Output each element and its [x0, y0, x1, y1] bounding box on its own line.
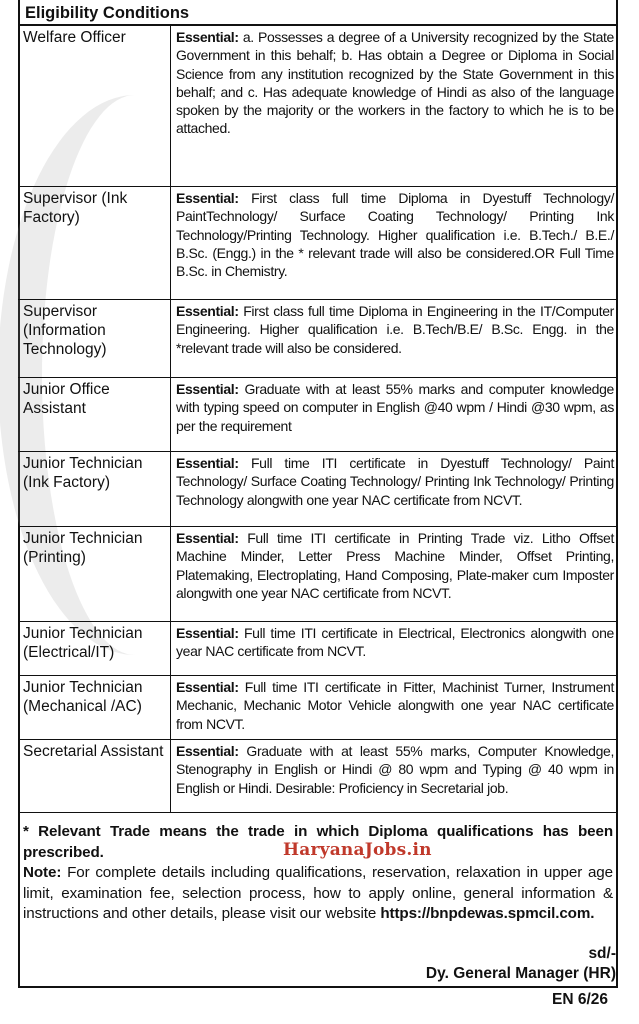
- requirement: [171, 452, 619, 527]
- requirement-text: Graduate with at least 55% marks, Computer Knowledge, Stenography in English or Hindi @ 80 wpm and Typing @ 40 wpm in English or Hindi. Desirable: Proficiency in Secretarial job.: [176, 743, 614, 796]
- post-name: Welfare Officer: [18, 26, 171, 187]
- post-name: Secretarial Assistant: [18, 740, 171, 813]
- requirement: [171, 378, 619, 452]
- table-row: [18, 622, 618, 676]
- general-note: [23, 863, 613, 925]
- section-title: Eligibility Conditions: [18, 0, 618, 26]
- post-name: Junior Technician (Mechanical /AC): [18, 676, 171, 740]
- post-name: Junior Office Assistant: [18, 378, 171, 452]
- signature-block: [18, 944, 616, 984]
- table-row: [18, 300, 618, 378]
- essential-label: Essential:: [176, 455, 239, 471]
- requirement-text: Graduate with at least 55% marks and computer knowledge with typing speed on computer in English @40 wpm / Hindi @30 wpm, as per the requirement: [176, 381, 614, 434]
- essential-label: Essential:: [176, 381, 239, 397]
- table-row: [18, 452, 618, 527]
- essential-label: Essential:: [176, 530, 239, 546]
- essential-label: Essential:: [176, 29, 239, 45]
- requirement-text: Full time ITI certificate in Dyestuff Technology/ Paint Technology/ Surface Coating Technology/ Printing Ink Technology/ Printing Technology alongwith one year NAC certificate from NCVT.: [176, 455, 614, 508]
- requirement: [171, 26, 619, 187]
- post-name: Supervisor (Information Technology): [18, 300, 171, 378]
- essential-label: Essential:: [176, 303, 239, 319]
- advertisement-page: [18, 0, 622, 1024]
- advertisement-code: EN 6/26: [551, 991, 608, 1008]
- requirement: [171, 676, 619, 740]
- post-name: Supervisor (Ink Factory): [18, 187, 171, 300]
- requirement-text: Full time ITI certificate in Fitter, Machinist Turner, Instrument Mechanic, Mechanic Motor Vehicle alongwith one year NAC certificate from NCVT.: [176, 679, 614, 732]
- table-row: [18, 740, 618, 813]
- essential-label: Essential:: [176, 679, 239, 695]
- post-name: Junior Technician (Ink Factory): [18, 452, 171, 527]
- requirement-text: Full time ITI certificate in Printing Trade viz. Litho Offset Machine Minder, Letter Press Machine Minder, Offset Printing, Platemaking, Electroplating, Hand Composing, Plate-maker cum Imposter alongwith one year NAC certificate from NCVT.: [176, 530, 614, 601]
- requirement: [171, 622, 619, 676]
- requirement-text: Full time ITI certificate in Electrical, Electronics alongwith one year NAC certificate from NCVT.: [176, 625, 614, 660]
- post-name: Junior Technician (Electrical/IT): [18, 622, 171, 676]
- requirement-text: a. Possesses a degree of a University recognized by the State Government in this behalf; b. Has obtain a Degree or Diploma in Social Science from any institution recognized by the State Government in this behalf; and c. Has adequate knowledge of Hindi as also of the language spoken by the majority or the workers in the factory to which he is to be attached.: [176, 29, 614, 137]
- site-watermark: HaryanaJobs.in: [283, 840, 432, 860]
- requirement: [171, 740, 619, 813]
- table-row: [18, 527, 618, 622]
- requirement-text: First class full time Diploma in Engineering in the IT/Computer Engineering. Higher qualification i.e. B.Tech/B.E/ B.Sc. Engg. in the *relevant trade will also be considered.: [176, 303, 614, 356]
- footer-notes: [18, 822, 618, 925]
- table-row: [18, 378, 618, 452]
- requirement: [171, 527, 619, 622]
- post-name: Junior Technician (Printing): [18, 527, 171, 622]
- table-row: [18, 26, 618, 187]
- website-link[interactable]: https://bnpdewas.spmcil.com.: [380, 905, 595, 922]
- requirement-text: First class full time Diploma in Dyestuff Technology/ PaintTechnology/ Surface Coating Technology/ Printing Ink Technology/Printing Technology. Higher qualification i.e. B.Tech./ B.E./ B.Sc. (Engg.) in the * relevant trade will also be considered.OR Full Time B.Sc. in Chemistry.: [176, 190, 614, 280]
- note-text: For complete details including qualifications, reservation, relaxation in upper age limit, examination fee, selection process, how to apply online, general information & instructions and other details, please visit our website: [23, 864, 613, 922]
- note-label: Note:: [23, 864, 62, 881]
- relevant-trade-note: * Relevant Trade means the trade in which Diploma qualifications has been prescribed.: [23, 823, 613, 861]
- requirement: [171, 187, 619, 300]
- signature: sd/-: [588, 945, 616, 962]
- eligibility-table: [18, 26, 618, 813]
- requirement: [171, 300, 619, 378]
- essential-label: Essential:: [176, 190, 239, 206]
- table-row: [18, 187, 618, 300]
- essential-label: Essential:: [176, 743, 239, 759]
- table-row: [18, 676, 618, 740]
- designation: Dy. General Manager (HR): [425, 965, 616, 982]
- essential-label: Essential:: [176, 625, 239, 641]
